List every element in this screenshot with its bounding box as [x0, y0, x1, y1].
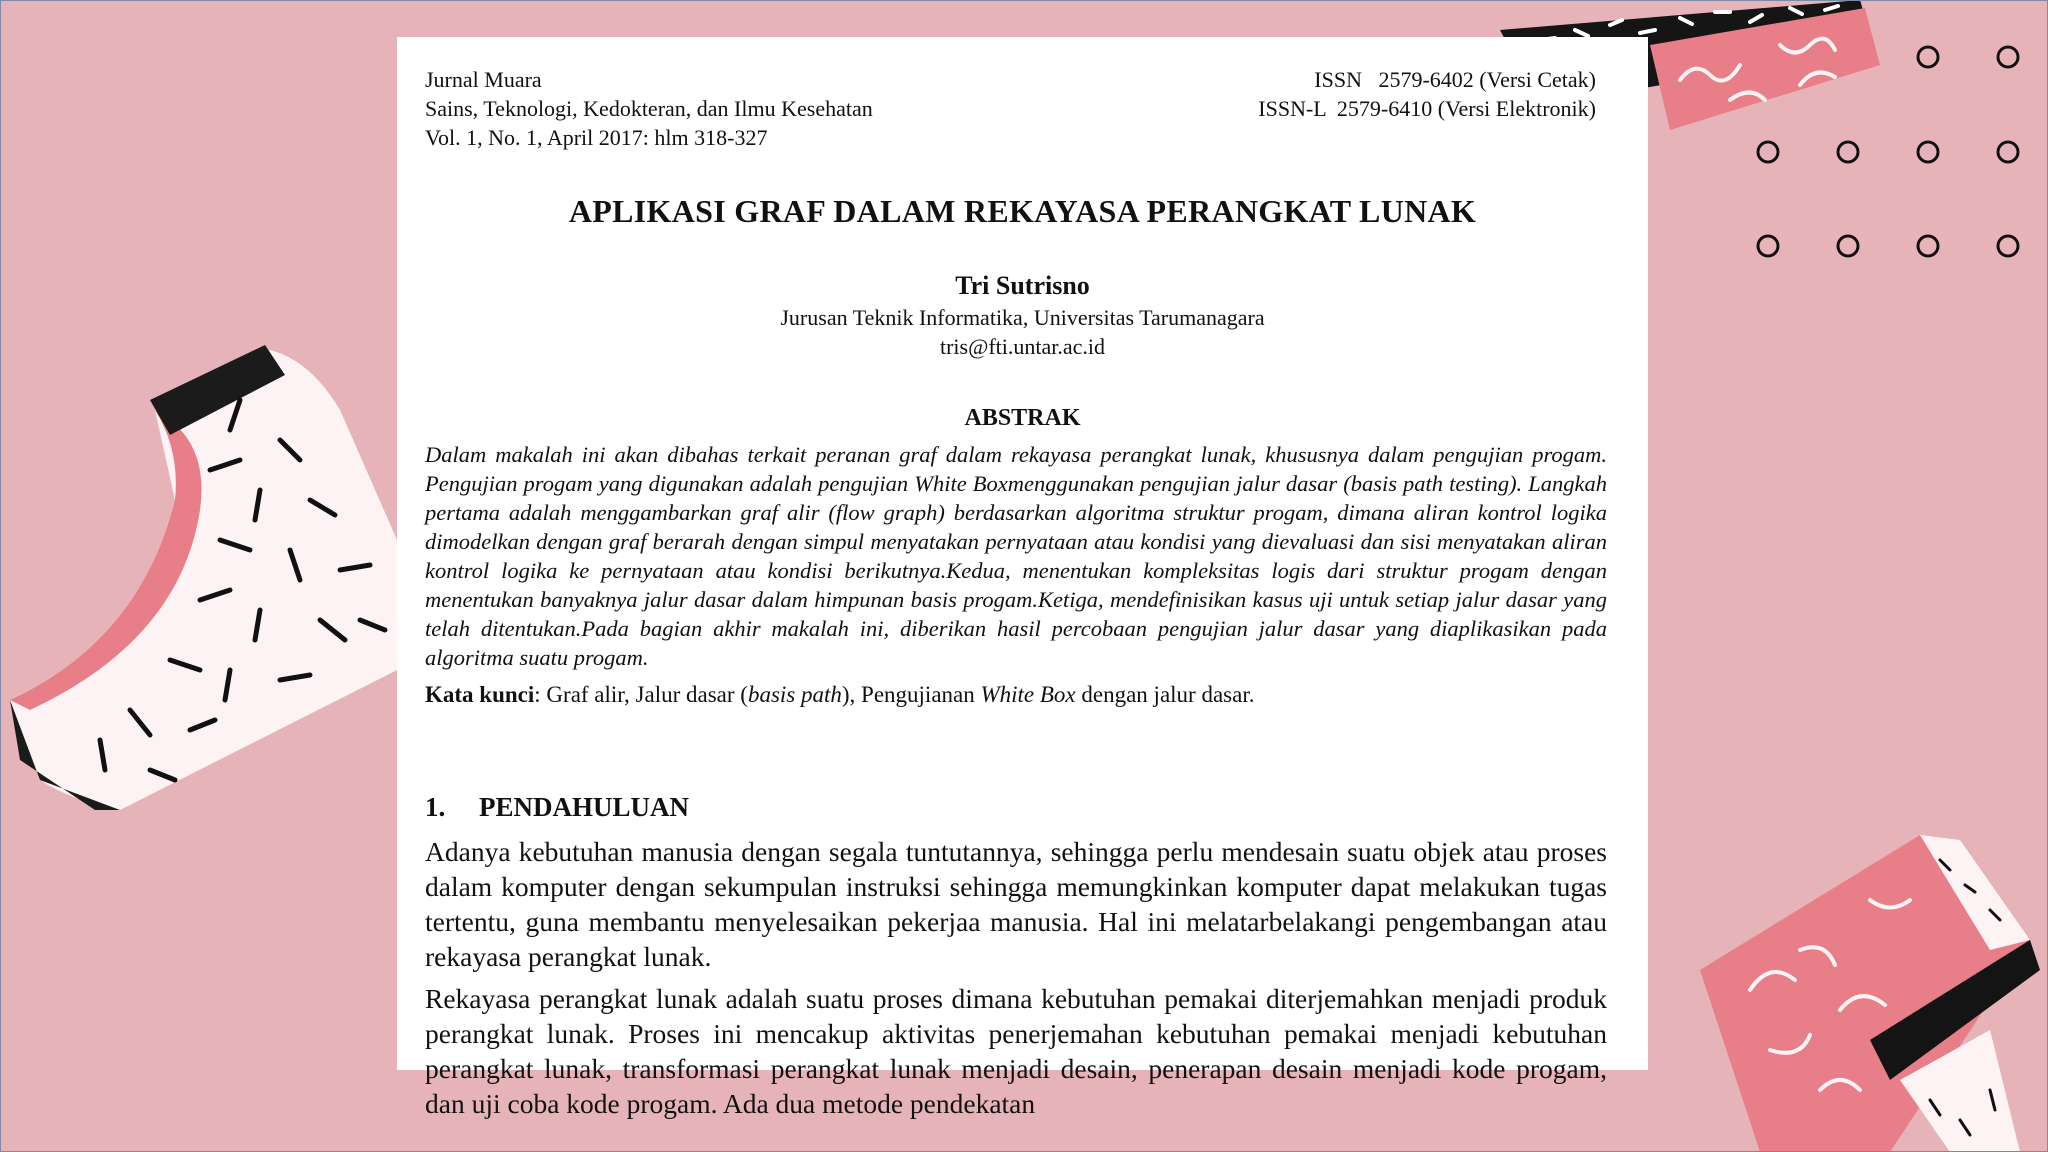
author-email: tris@fti.untar.ac.id	[939, 334, 1106, 359]
paper-page	[397, 37, 1648, 1119]
issn-electronic: ISSN-L 2579-6410 (Versi Elektronik)	[1258, 96, 1596, 121]
section-number: 1.	[425, 792, 446, 822]
keywords-line	[425, 680, 1607, 710]
abstract-text: Dalam makalah ini akan dibahas terkait peranan graf dalam rekayasa perangkat lunak, khususnya dalam pengujian progam. Pengujian progam yang digunakan adalah pengujian White Boxmenggunakan pengujian jalur dasar (basis path testing). Langkah pertama adalah menggambarkan graf alir (flow graph) berdasarkan algoritma struktur progam, dimana aliran kontrol logika dimodelkan dengan graf berarah dengan simpul menyatakan pernyataan atau kondisi yang dievaluasi dan sisi menyatakan aliran kontrol logika ke pernyataan atau kondisi berikutnya.Kedua, menentukan kompleksitas logis dari struktur progam dengan menentukan banyaknya jalur dasar dalam himpunan basis progam.Ketiga, mendefinisikan kasus uji untuk setiap jalur dasar yang telah ditentukan.Pada bagian akhir makalah ini, diberikan hasil percobaan pengujian jalur dasar yang diaplikasikan pada algoritma suatu progam.	[425, 442, 1607, 670]
keywords-text-2: basis path	[747, 682, 842, 707]
issn-print: ISSN 2579-6402 (Versi Cetak)	[1314, 67, 1596, 92]
journal-name: Jurnal Muara	[425, 67, 542, 92]
paragraph-2: Rekayasa perangkat lunak adalah suatu proses dimana kebutuhan pemakai diterjemahkan menjadi produk perangkat lunak. Proses ini mencakup aktivitas penerjemahan kebutuhan pemakai menjadi kebutuhan perangkat lunak, transformasi perangkat lunak menjadi desain, penerapan desain menjadi kode progam, dan uji coba kode progam. Ada dua metode pendekatan	[425, 983, 1607, 1119]
keywords-text-4: White Box	[980, 682, 1076, 707]
author-affiliation: Jurusan Teknik Informatika, Universitas Tarumanagara	[780, 305, 1265, 330]
keywords-text-1: : Graf alir, Jalur dasar (	[534, 682, 748, 707]
journal-volume: Vol. 1, No. 1, April 2017: hlm 318-327	[425, 125, 768, 150]
decorative-shape-bottom-right	[1690, 830, 2048, 1152]
section-heading	[425, 792, 689, 823]
author-block	[397, 269, 1648, 361]
issn-header	[1258, 65, 1596, 123]
keywords-text-5: dengan jalur dasar.	[1075, 682, 1255, 707]
abstract-heading: ABSTRAK	[964, 405, 1081, 431]
author-name: Tri Sutrisno	[955, 271, 1090, 300]
journal-header	[425, 65, 873, 152]
keywords-label: Kata kunci	[425, 682, 535, 707]
paragraph-1: Adanya kebutuhan manusia dengan segala tuntutannya, sehingga perlu mendesain suatu objek atau proses dalam komputer dengan sekumpulan instruksi sehingga memungkinkan komputer dapat melakukan tugas tertentu, guna membantu menyelesaikan pekerjaa manusia. Hal ini melatarbelakangi pengembangan atau rekayasa perangkat lunak.	[425, 836, 1607, 972]
section-title: PENDAHULUAN	[479, 792, 690, 822]
journal-subtitle: Sains, Teknologi, Kedokteran, dan Ilmu Kesehatan	[425, 96, 873, 121]
keywords-text-3: ), Pengujianan	[841, 682, 981, 707]
paper-title: APLIKASI GRAF DALAM REKAYASA PERANGKAT LUNAK	[568, 193, 1477, 229]
decorative-shape-left	[0, 340, 400, 820]
